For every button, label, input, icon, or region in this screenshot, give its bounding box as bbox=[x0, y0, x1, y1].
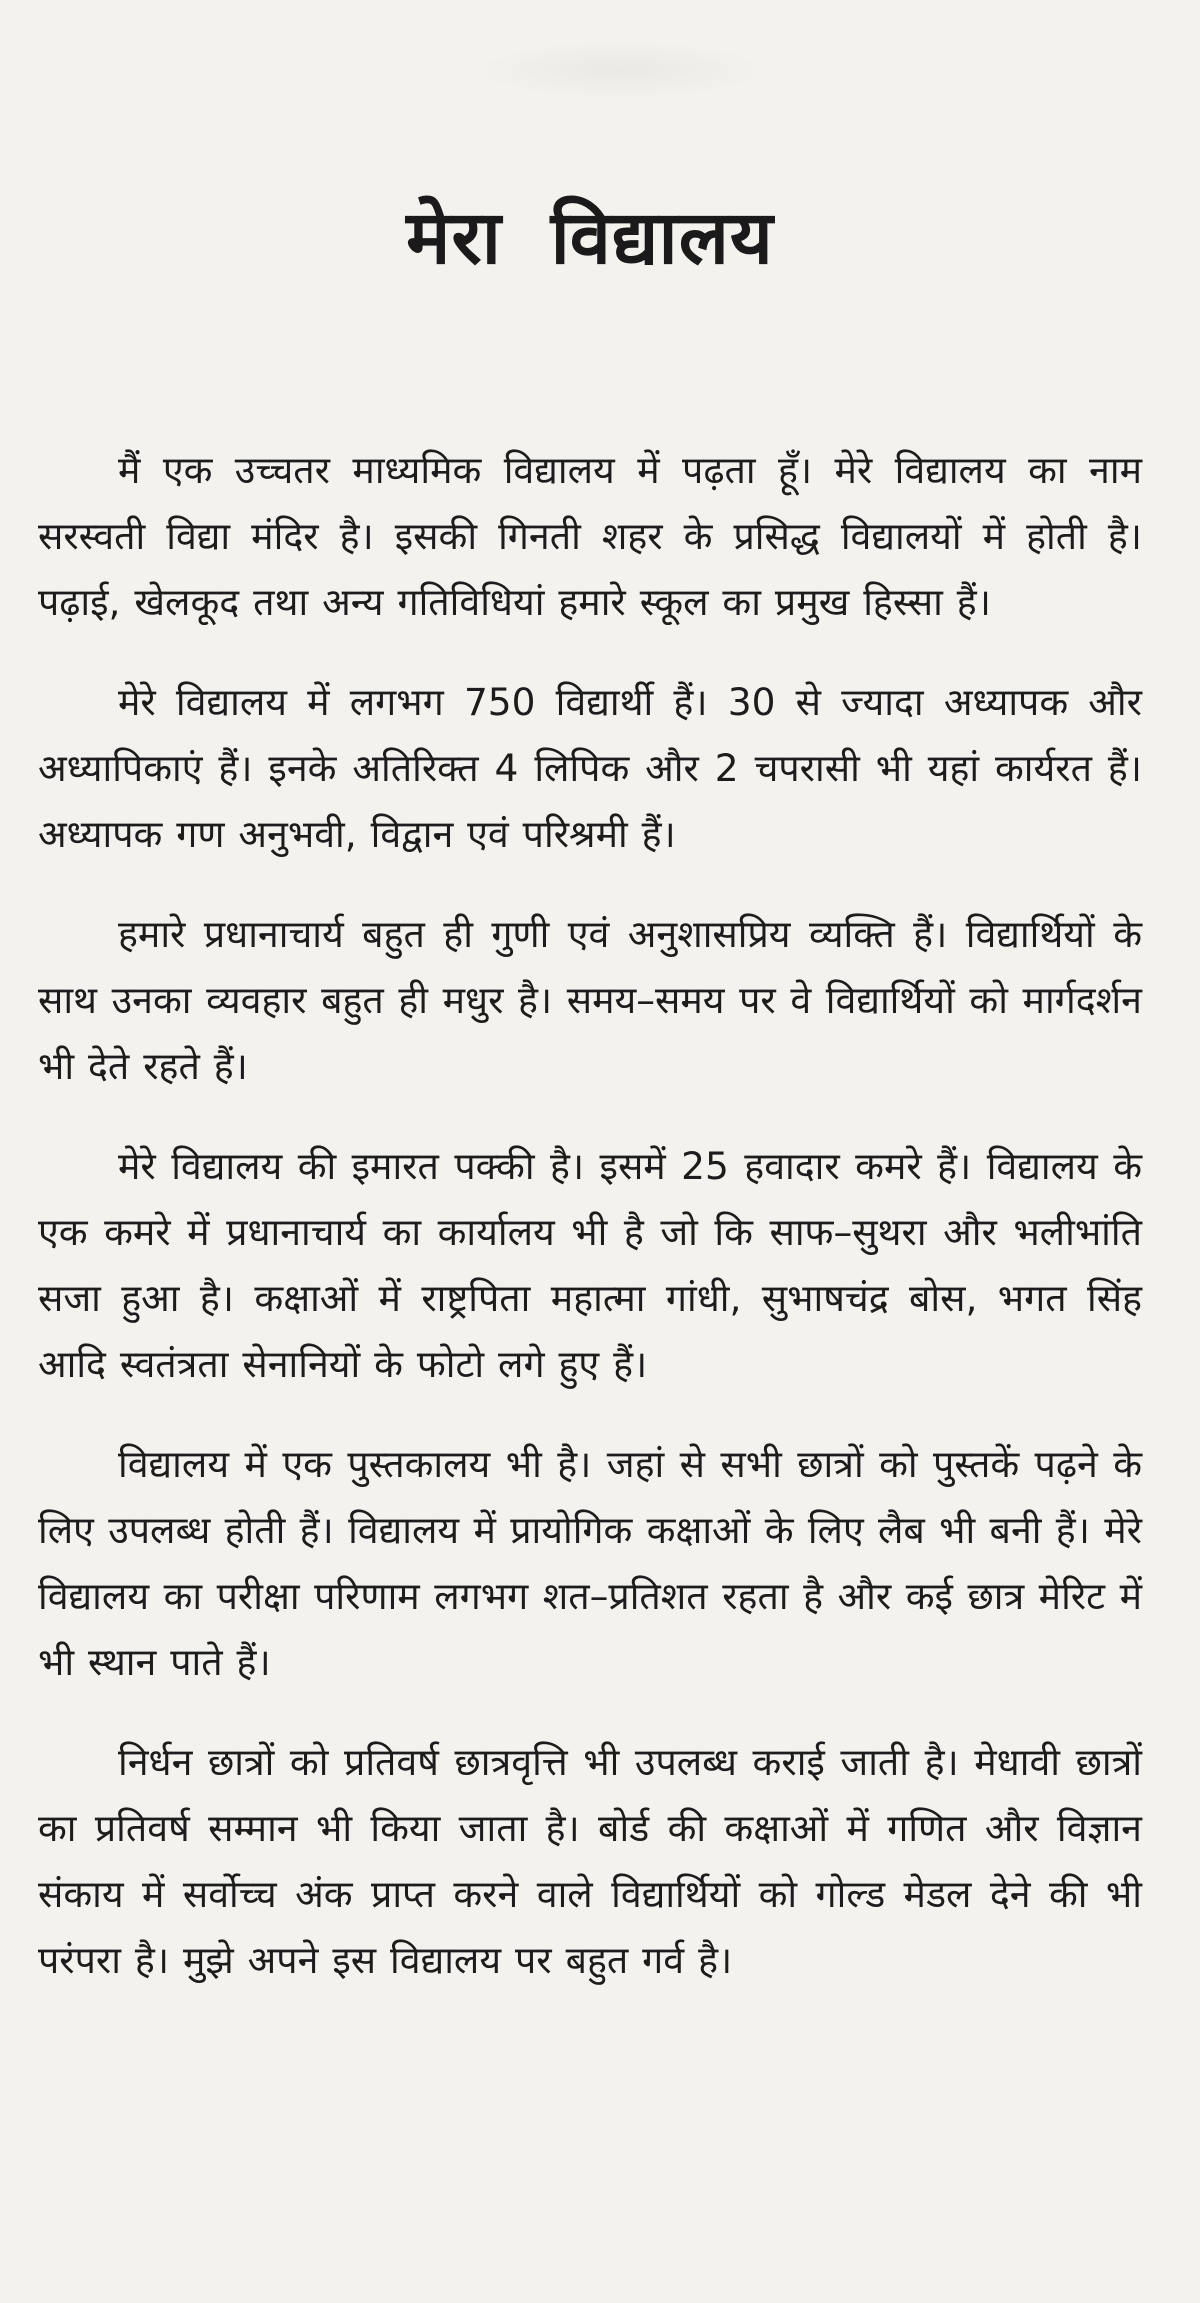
essay-body bbox=[38, 437, 1142, 1993]
paragraph-library-results: विद्यालय में एक पुस्तकालय भी है। जहां से सभी छात्रों को पुस्तकें पढ़ने के लिए उपलब्ध होती हैं। विद्यालय में प्रायोगिक कक्षाओं के लिए लैब भी बनी हैं। मेरे विद्यालय का परीक्षा परिणाम लगभग शत–प्रतिशत रहता है और कई छात्र मेरिट में भी स्थान पाते हैं। bbox=[38, 1442, 1142, 1685]
paragraph-building: मेरे विद्यालय की इमारत पक्की है। इसमें 25 हवादार कमरे हैं। विद्यालय के एक कमरे में प्रधानाचार्य का कार्यालय भी है जो कि साफ–सुथरा और भलीभांति सजा हुआ है। कक्षाओं में राष्ट्रपिता महात्मा गांधी, सुभाषचंद्र बोस, भगत सिंह आदि स्वतंत्रता सेनानियों के फोटो लगे हुए हैं। bbox=[38, 1144, 1142, 1387]
paragraph-intro: मैं एक उच्चतर माध्यमिक विद्यालय में पढ़ता हूँ। मेरे विद्यालय का नाम सरस्वती विद्या मंदिर है। इसकी गिनती शहर के प्रसिद्ध विद्यालयों में होती है। पढ़ाई, खेलकूद तथा अन्य गतिविधियां हमारे स्कूल का प्रमुख हिस्सा हैं। bbox=[38, 448, 1142, 625]
paragraph-scholarships: निर्धन छात्रों को प्रतिवर्ष छात्रवृत्ति भी उपलब्ध कराई जाती है। मेधावी छात्रों का प्रतिवर्ष सम्मान भी किया जाता है। बोर्ड की कक्षाओं में गणित और विज्ञान संकाय में सर्वोच्च अंक प्राप्त करने वाले विद्यार्थियों को गोल्ड मेडल देने की भी परंपरा है। मुझे अपने इस विद्यालय पर बहुत गर्व है। bbox=[38, 1740, 1142, 1983]
paragraph-principal: हमारे प्रधानाचार्य बहुत ही गुणी एवं अनुशासप्रिय व्यक्ति हैं। विद्यार्थियों के साथ उनका व्यवहार बहुत ही मधुर है। समय–समय पर वे विद्यार्थियों को मार्गदर्शन भी देते रहते हैं। bbox=[38, 912, 1142, 1089]
essay-title: मेरा विद्यालय bbox=[406, 195, 774, 281]
paragraph-students-staff: मेरे विद्यालय में लगभग 750 विद्यार्थी हैं। 30 से ज्यादा अध्यापक और अध्यापिकाएं हैं। इनके अतिरिक्त 4 लिपिक और 2 चपरासी भी यहां कार्यरत हैं। अध्यापक गण अनुभवी, विद्वान एवं परिश्रमी हैं। bbox=[38, 680, 1142, 857]
scan-smudge bbox=[470, 40, 770, 100]
